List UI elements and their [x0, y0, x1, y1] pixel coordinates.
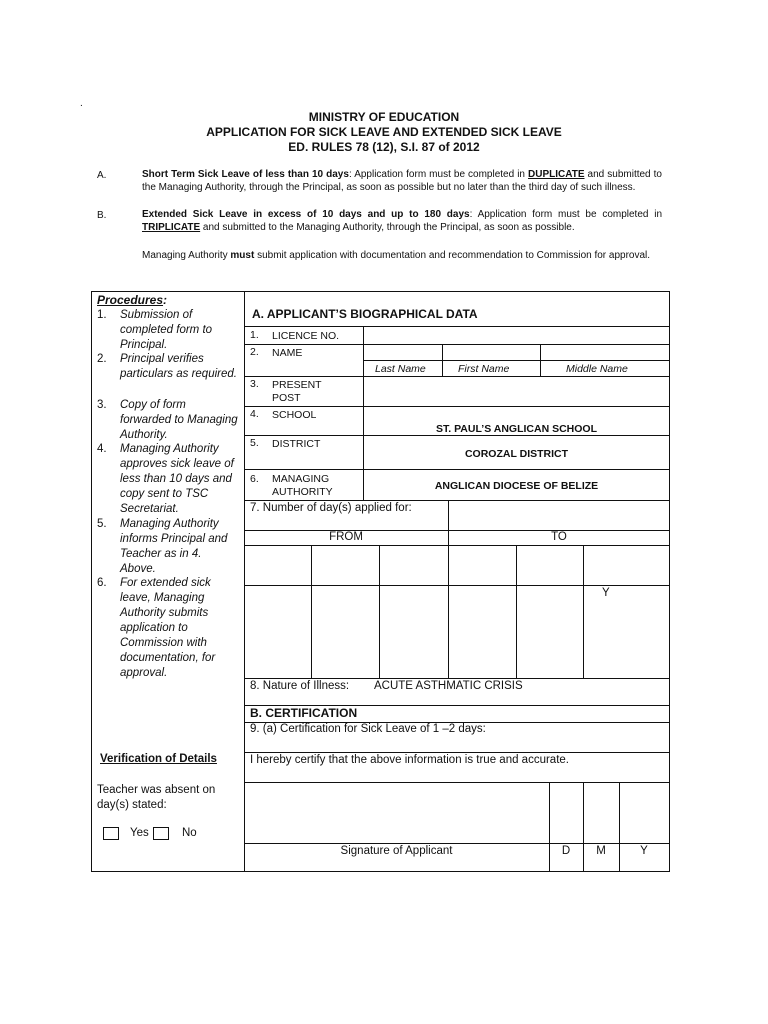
instruction-a-bold: Short Term Sick Leave of less than 10 days: [142, 169, 349, 180]
district-label: DISTRICT: [272, 438, 321, 450]
illness-value: ACUTE ASTHMATIC CRISIS: [374, 680, 523, 692]
instruction-a-text2: and submitted to the Managing Authority, through the Principal, as soon as possible but no later than the third day of such illness.: [142, 169, 662, 193]
school-value: ST. PAUL’S ANGLICAN SCHOOL: [435, 423, 597, 435]
school-num: 4.: [250, 408, 259, 420]
teacher-absent-label: Teacher was absent on day(s) stated:: [97, 784, 216, 811]
row-line: [244, 500, 670, 501]
days-applied-label: 7. Number of day(s) applied for:: [250, 502, 412, 514]
ma-text2: submit application with documentation and recommendation to Commission for approval.: [254, 250, 651, 261]
procedure-text: Managing Authority informs Principal and Teacher as in 4. Above.: [120, 518, 228, 575]
procedure-text: For extended sick leave, Managing Authority submits application to Commission with documentation, for approval.: [120, 577, 216, 679]
row-line: [244, 752, 670, 753]
name-divider: [540, 344, 541, 376]
procedure-num: 4.: [97, 443, 107, 455]
name-label: NAME: [272, 347, 303, 359]
procedure-text: Submission of completed form to Principal.: [120, 309, 213, 351]
name-divider: [442, 344, 443, 376]
row-line: [244, 585, 670, 586]
signature-label: Signature of Applicant: [340, 845, 453, 857]
yes-label: Yes: [130, 827, 149, 839]
row-line: [244, 344, 670, 345]
section-a-title: A. APPLICANT’S BIOGRAPHICAL DATA: [252, 307, 478, 321]
post-num: 3.: [250, 378, 259, 390]
instruction-b-letter: B.: [97, 210, 107, 221]
procedures-colon: :: [163, 293, 168, 307]
district-value: COROZAL DISTRICT: [464, 448, 569, 460]
procedures-title-wrap: [97, 293, 167, 307]
row-line: [244, 376, 670, 377]
form-title: APPLICATION FOR SICK LEAVE AND EXTENDED SICK LEAVE: [206, 125, 562, 139]
no-label: No: [182, 827, 197, 839]
illness-label: 8. Nature of Illness:: [250, 680, 350, 692]
row-line: [244, 782, 670, 783]
signature-grid-line: [619, 782, 620, 872]
procedure-text: Managing Authority approves sick leave of less than 10 days and copy sent to TSC Secretariat.: [120, 443, 234, 515]
section-b-title: B. CERTIFICATION: [250, 706, 358, 720]
certification-label: 9. (a) Certification for Sick Leave of 1 –2 days:: [250, 723, 486, 735]
procedure-text: Principal verifies particulars as required.: [120, 353, 237, 380]
procedure-num: 1.: [97, 309, 107, 321]
ma-label: MANAGING AUTHORITY: [272, 473, 333, 498]
licence-label: LICENCE NO.: [272, 330, 340, 342]
post-label: PRESENT POST: [272, 379, 322, 404]
row-line: [244, 326, 670, 327]
procedure-num: 2.: [97, 353, 107, 365]
column-divider: [244, 292, 245, 872]
instruction-a-letter: A.: [97, 170, 107, 181]
instruction-b-text2: and submitted to the Managing Authority, through the Principal, as soon as possible.: [200, 221, 575, 233]
row-line: [363, 360, 670, 361]
middle-name-label: Middle Name: [566, 363, 628, 375]
stray-mark: .: [80, 98, 83, 109]
instruction-a: [142, 169, 662, 194]
row-line: [244, 843, 670, 844]
row-line: [244, 469, 670, 470]
procedure-num: 5.: [97, 518, 107, 530]
row-line: [244, 435, 670, 436]
from-header: FROM: [329, 531, 363, 543]
last-name-label: Last Name: [375, 363, 426, 375]
date-grid-line: [516, 545, 517, 678]
procedures-list: [97, 308, 242, 688]
month-label: M: [596, 845, 606, 857]
verification-title: Verification of Details: [100, 753, 217, 765]
ma-num: 6.: [250, 473, 259, 485]
first-name-label: First Name: [458, 363, 510, 375]
ministry-heading: MINISTRY OF EDUCATION: [308, 110, 460, 124]
yes-checkbox[interactable]: [103, 827, 119, 840]
triplicate-word: TRIPLICATE: [142, 221, 201, 233]
ma-value: ANGLICAN DIOCESE OF BELIZE: [434, 480, 599, 492]
label-divider: [363, 326, 364, 500]
licence-num: 1.: [250, 329, 259, 341]
date-grid-line: [583, 545, 584, 678]
name-num: 2.: [250, 346, 259, 358]
day-label: D: [561, 845, 571, 857]
year-mark: Y: [602, 587, 610, 599]
date-grid-line: [379, 545, 380, 678]
instruction-a-text1: : Application form must be completed in: [348, 169, 529, 180]
no-checkbox[interactable]: [153, 827, 169, 840]
ma-must: must: [230, 250, 255, 261]
procedure-num: 3.: [97, 399, 107, 411]
instruction-b-bold: Extended Sick Leave in excess of 10 days and up to 180 days: [142, 209, 470, 220]
ma-text1: Managing Authority: [142, 250, 231, 261]
application-form-table: [91, 291, 670, 872]
to-header: TO: [551, 531, 567, 543]
row-line: [244, 545, 670, 546]
procedure-num: 6.: [97, 577, 107, 589]
procedures-title: Procedures: [97, 293, 164, 307]
from-to-divider: [448, 500, 449, 678]
instruction-b: [142, 209, 662, 234]
year-label: Y: [640, 845, 648, 857]
duplicate-word: DUPLICATE: [528, 169, 585, 180]
rules-reference: ED. RULES 78 (12), S.I. 87 of 2012: [288, 140, 480, 154]
signature-grid-line: [549, 782, 550, 872]
signature-grid-line: [583, 782, 584, 872]
certify-statement: I hereby certify that the above information is true and accurate.: [250, 754, 569, 766]
procedure-text: Copy of form forwarded to Managing Authority.: [120, 399, 238, 441]
instruction-b-text1: : Application form must be completed in: [469, 209, 663, 220]
district-num: 5.: [250, 437, 259, 449]
managing-authority-note: [142, 250, 662, 263]
row-line: [244, 678, 670, 679]
date-grid-line: [311, 545, 312, 678]
school-label: SCHOOL: [272, 409, 317, 421]
row-line: [244, 406, 670, 407]
